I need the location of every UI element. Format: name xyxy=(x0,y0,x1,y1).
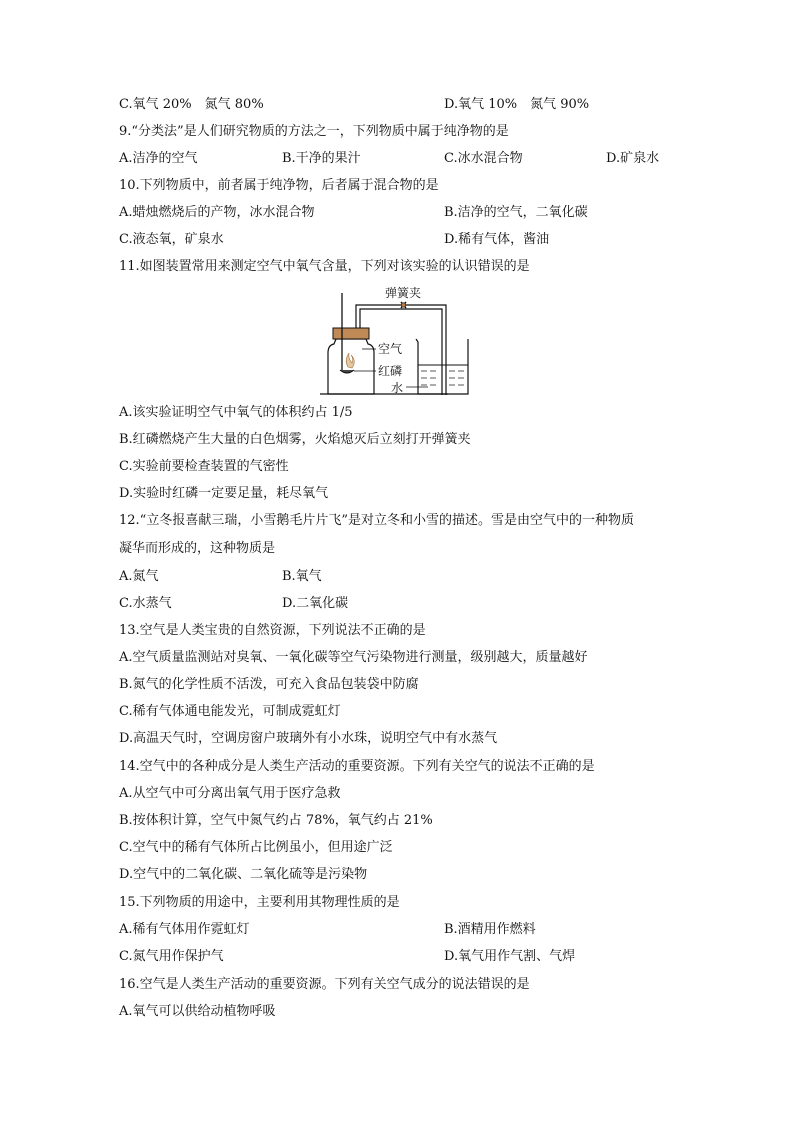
q15-option-d: D.氧气用作气割、气焊 xyxy=(444,949,576,964)
q10-option-a: A.蜡烛燃烧后的产物，冰水混合物 xyxy=(119,205,315,220)
q12-option-d: D.二氧化碳 xyxy=(282,596,349,611)
oxygen-experiment-figure xyxy=(318,283,488,398)
clamp-label: 弹簧夹 xyxy=(385,286,422,300)
q9-option-b: B.干净的果汁 xyxy=(282,151,361,166)
q12-stem-line2: 凝华而形成的，这种物质是 xyxy=(119,541,276,556)
q11-option-c: C.实验前要检查装置的气密性 xyxy=(119,459,289,474)
q9-option-c: C.冰水混合物 xyxy=(444,151,523,166)
q10-option-b: B.洁净的空气，二氧化碳 xyxy=(444,205,588,220)
q13-option-d: D.高温天气时，空调房窗户玻璃外有小水珠，说明空气中有水蒸气 xyxy=(119,731,498,746)
q14-option-c: C.空气中的稀有气体所占比例虽小，但用途广泛 xyxy=(119,840,393,855)
q13-stem: 13.空气是人类宝贵的自然资源，下列说法不正确的是 xyxy=(119,623,426,638)
q9-option-a: A.洁净的空气 xyxy=(119,151,198,166)
water-label: 水 xyxy=(391,381,404,395)
q11-stem: 11.如图装置常用来测定空气中氧气含量，下列对该实验的认识错误的是 xyxy=(119,259,530,274)
q12-option-b: B.氧气 xyxy=(282,569,322,584)
q14-option-d: D.空气中的二氧化碳、二氧化硫等是污染物 xyxy=(119,867,368,882)
q12-stem-line1: 12.“立冬报喜献三瑞，小雪鹅毛片片飞”是对立冬和小雪的描述。雪是由空气中的一种物质 xyxy=(119,513,634,528)
q8-option-d: D.氧气 10% 氮气 90% xyxy=(444,97,590,112)
q14-option-a: A.从空气中可分离出氧气用于医疗急救 xyxy=(119,786,341,801)
q15-stem: 15.下列物质的用途中，主要利用其物理性质的是 xyxy=(119,895,400,910)
q11-option-b: B.红磷燃烧产生大量的白色烟雾，火焰熄灭后立刻打开弹簧夹 xyxy=(119,432,471,447)
q11-option-a: A.该实验证明空气中氧气的体积约占 1/5 xyxy=(119,405,353,420)
q9-option-d: D.矿泉水 xyxy=(606,151,660,166)
q13-option-b: B.氮气的化学性质不活泼，可充入食品包装袋中防腐 xyxy=(119,677,419,692)
q15-option-a: A.稀有气体用作霓虹灯 xyxy=(119,922,250,937)
flame xyxy=(346,353,354,368)
q12-option-c: C.水蒸气 xyxy=(119,596,172,611)
q10-stem: 10.下列物质中，前者属于纯净物，后者属于混合物的是 xyxy=(119,178,439,193)
q15-option-c: C.氮气用作保护气 xyxy=(119,949,224,964)
phosphorus-label: 红磷 xyxy=(378,364,403,378)
q13-option-c: C.稀有气体通电能发光，可制成霓虹灯 xyxy=(119,704,341,719)
q9-stem: 9.“分类法”是人们研究物质的方法之一，下列物质中属于纯净物的是 xyxy=(119,124,509,139)
q14-stem: 14.空气中的各种成分是人类生产活动的重要资源。下列有关空气的说法不正确的是 xyxy=(119,759,595,774)
combustion-spoon xyxy=(340,370,354,373)
q15-option-b: B.酒精用作燃料 xyxy=(444,922,536,937)
q16-stem: 16.空气是人类生产活动的重要资源。下列有关空气成分的说法错误的是 xyxy=(119,977,530,992)
stopper xyxy=(333,328,369,339)
q8-option-c: C.氧气 20% 氮气 80% xyxy=(119,97,264,112)
air-label: 空气 xyxy=(378,342,403,356)
q13-option-a: A.空气质量监测站对臭氧、一氧化碳等空气污染物进行测量，级别越大，质量越好 xyxy=(119,650,588,665)
q12-option-a: A.氮气 xyxy=(119,569,159,584)
q11-option-d: D.实验时红磷一定要足量，耗尽氧气 xyxy=(119,486,329,501)
q14-option-b: B.按体积计算，空气中氮气约占 78%，氧气约占 21% xyxy=(119,813,433,828)
q10-option-c: C.液态氧，矿泉水 xyxy=(119,232,224,247)
q16-option-a: A.氧气可以供给动植物呼吸 xyxy=(119,1004,276,1019)
q10-option-d: D.稀有气体，酱油 xyxy=(444,232,550,247)
